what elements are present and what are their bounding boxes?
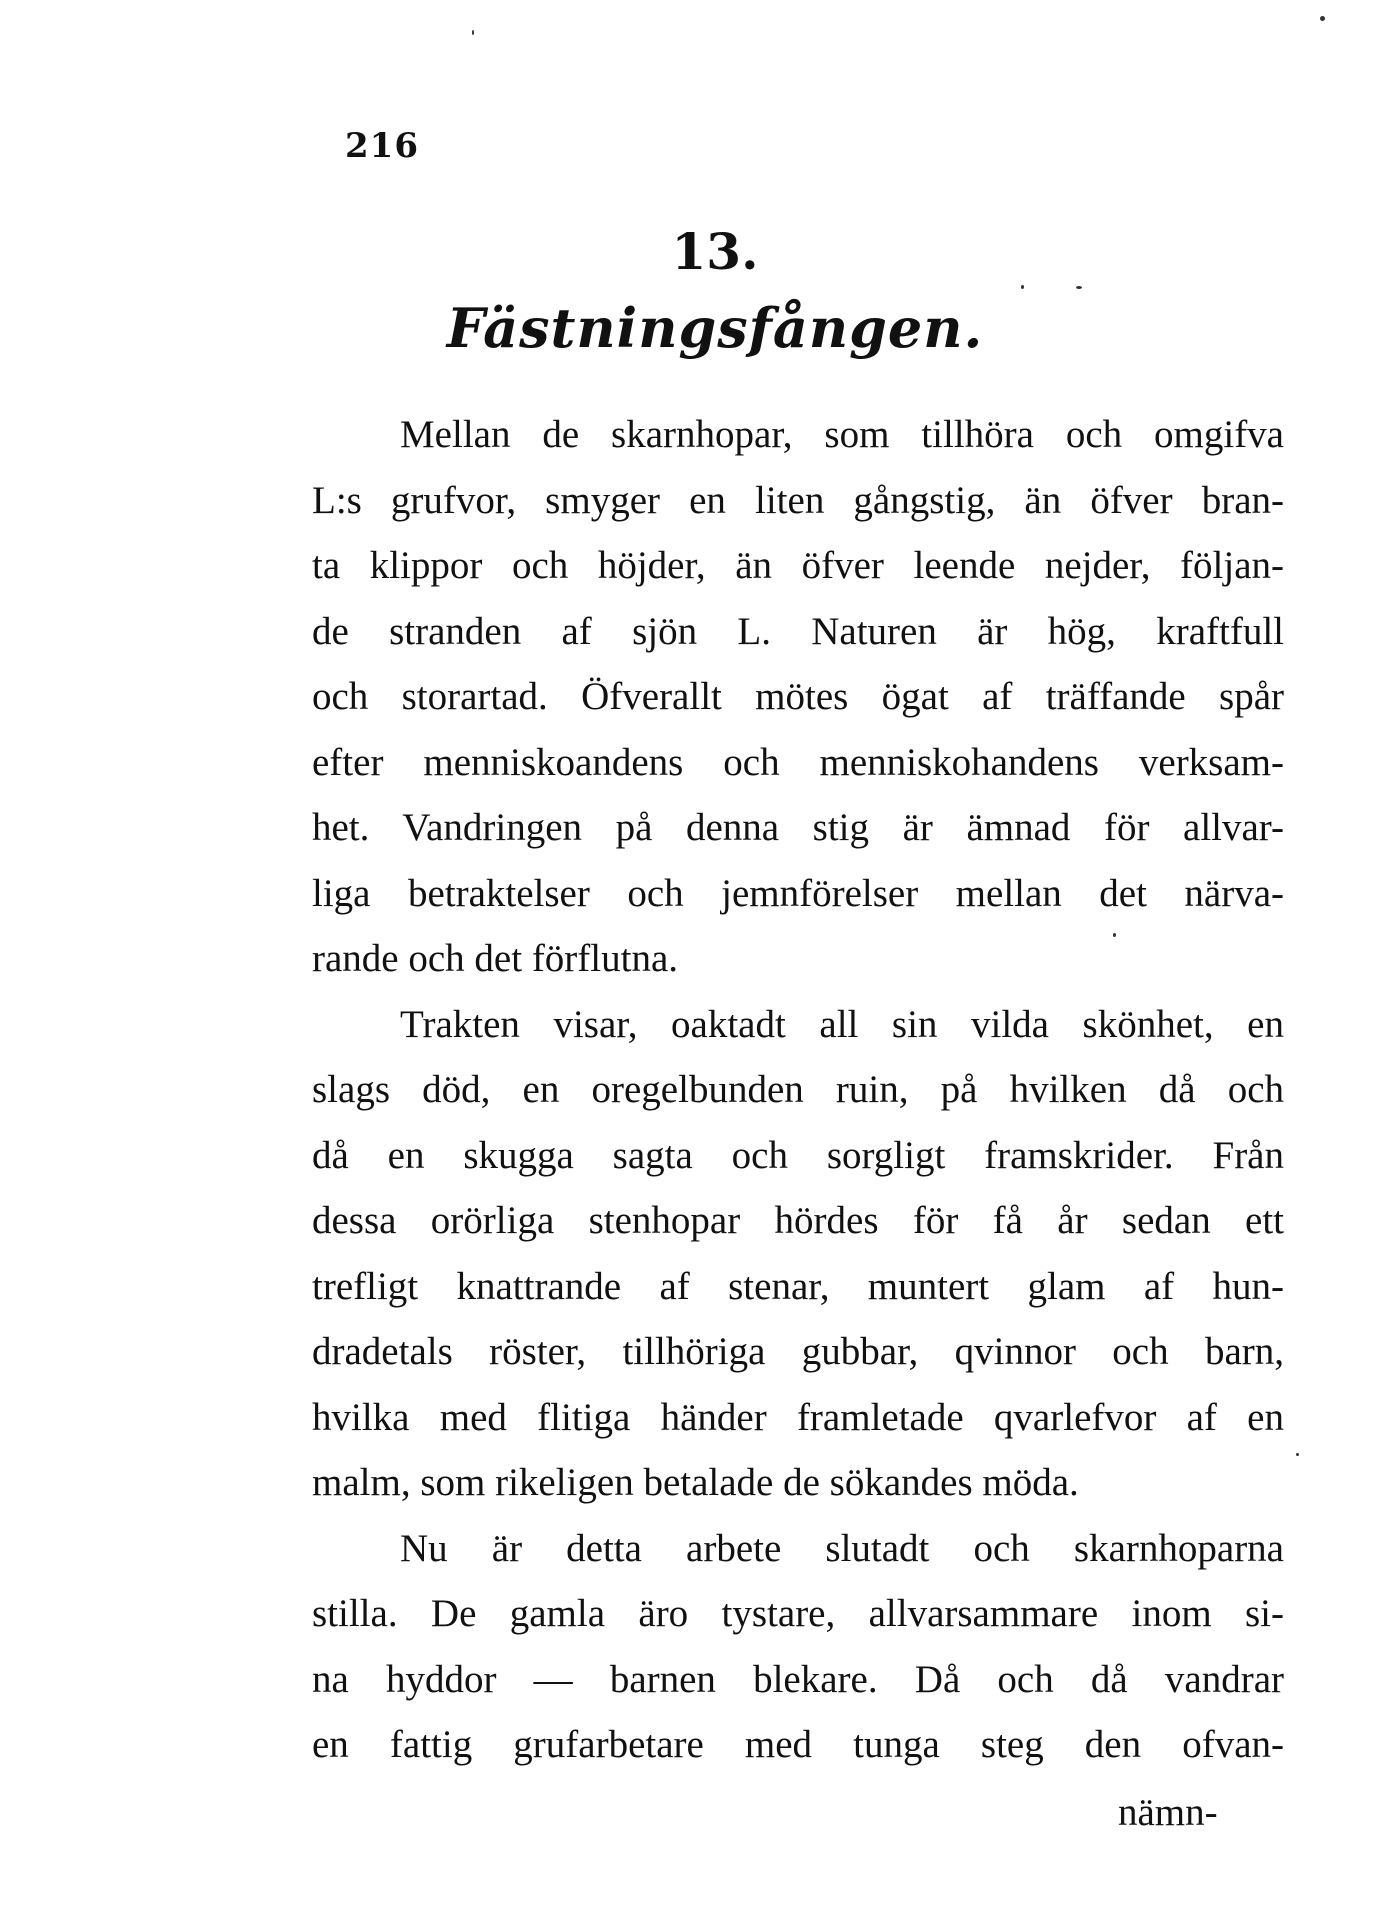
text-line: de stranden af sjön L. Naturen är hög, kraftfull: [312, 609, 1284, 653]
text-line: efter menniskoandens och menniskohandens verksam-: [312, 740, 1284, 784]
text-line: Trakten visar, oaktadt all sin vilda skönhet, en: [400, 1002, 1284, 1046]
scan-speck: [1296, 1453, 1299, 1456]
scan-speck: [1021, 285, 1024, 289]
scan-speck: [472, 30, 474, 35]
text-line: Nu är detta arbete slutadt och skarnhoparna: [400, 1526, 1284, 1570]
text-line: malm, som rikeligen betalade de sökandes möda.: [312, 1461, 1079, 1504]
chapter-number: 13.: [671, 222, 759, 281]
text-line: Mellan de skarnhopar, som tillhöra och omgifva: [400, 413, 1284, 456]
body-text: [312, 402, 1284, 1778]
text-line: en fattig grufarbetare med tunga steg den ofvan-: [312, 1723, 1284, 1766]
catchword: nämn-: [1118, 1791, 1218, 1834]
text-line: stilla. De gamla äro tystare, allvarsammare inom si-: [312, 1592, 1284, 1635]
text-line: het. Vandringen på denna stig är ämnad för allvar-: [312, 806, 1284, 849]
text-line: och storartad. Öfverallt mötes ögat af träffande spår: [312, 675, 1284, 718]
text-line: slags död, en oregelbunden ruin, på hvilken då och: [312, 1068, 1284, 1111]
text-line: L:s grufvor, smyger en liten gångstig, än öfver bran-: [312, 478, 1284, 522]
text-line: då en skugga sagta och sorgligt framskrider. Från: [312, 1133, 1284, 1177]
text-line: dradetals röster, tillhöriga gubbar, qvinnor och barn,: [312, 1330, 1284, 1373]
text-line: rande och det förflutna.: [312, 937, 679, 980]
text-line: hvilka med flitiga händer framletade qvarlefvor af en: [312, 1395, 1284, 1439]
text-line: na hyddor — barnen blekare. Då och då vandrar: [312, 1657, 1284, 1701]
page-number: 216: [345, 126, 419, 166]
chapter-title: Fästningsfången.: [446, 296, 984, 360]
text-line: trefligt knattrande af stenar, muntert glam af hun-: [312, 1264, 1284, 1308]
text-line: ta klippor och höjder, än öfver leende nejder, följan-: [312, 544, 1284, 587]
text-line: dessa orörliga stenhopar hördes för få år sedan ett: [312, 1199, 1284, 1242]
scan-speck: [1113, 933, 1116, 937]
scan-speck: [1320, 16, 1325, 21]
text-line: liga betraktelser och jemnförelser mellan det närva-: [312, 871, 1284, 915]
scan-speck: [1076, 286, 1082, 289]
